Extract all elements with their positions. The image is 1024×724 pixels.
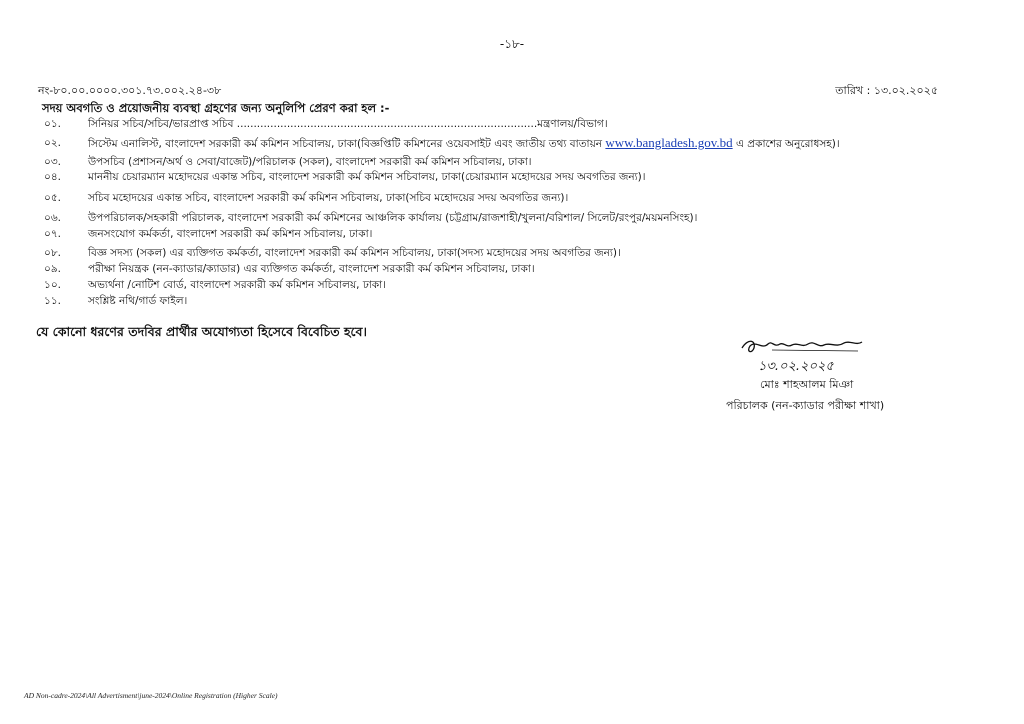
item-text: সচিব মহোদয়ের একান্ত সচিব, বাংলাদেশ সরকারী কর্ম কমিশন সচিবালয়, ঢাকা(সচিব মহোদয়ের সদয় অবগতির জন্য)। [88,192,569,204]
item-text: উপসচিব (প্রশাসন/অর্থ ও সেবা/বাজেট)/পরিচালক (সকল), বাংলাদেশ সরকারী কর্ম কমিশন সচিবালয়, ঢাকা। [88,156,532,168]
item-text: সিনিয়র সচিব/সচিব/ভারপ্রাপ্ত সচিব ..........................................................................................মন্ত্রণালয়/বিভাগ। [88,118,608,130]
item-number: ০৭. [44,228,61,240]
item-number: ০৯. [44,263,61,275]
list-item [44,294,944,310]
item-number: ১১. [44,295,61,307]
footer-file-path: AD Non-cadre-2024\All Advertisment\june-2024\Online Registration (Higher Scale) [24,691,278,700]
signer-title: পরিচালক (নন-ক্যাডার পরীক্ষা শাখা) [726,399,885,412]
item-number: ০৪. [44,171,61,183]
list-item [44,155,944,170]
memo-number: নং-৮০.০০.০০০০.৩০১.৭৩.০০২.২৪-৩৮ [38,84,222,97]
signature-block [720,334,920,380]
distribution-list [44,117,944,310]
item-text-after: এ প্রকাশের অনুরোধসহ)। [732,138,840,150]
item-text: উপপরিচালক/সহকারী পরিচালক, বাংলাদেশ সরকারী কর্ম কমিশনের আঞ্চলিক কার্যালয় (চট্টগ্রাম/রাজশাহী/খুলনা/বরিশাল/ সিলেট/রংপুর/ময়মনসিংহ)। [88,212,698,224]
page-number: -১৮- [499,37,525,51]
portal-link[interactable]: www.bangladesh.gov.bd [605,135,733,150]
item-number: ০১. [44,118,61,130]
distribution-intro: সদয় অবগতি ও প্রয়োজনীয় ব্যবস্থা গ্রহণের জন্য অনুলিপি প্রেরণ করা হল :- [42,101,390,115]
item-number: ০২. [44,137,61,149]
item-number: ০৮. [44,247,61,259]
item-text: অভ্যর্থনা /নোটিশ বোর্ড, বাংলাদেশ সরকারী কর্ম কমিশন সচিবালয়, ঢাকা। [88,279,386,291]
handwritten-signature [738,334,868,380]
list-item [44,278,944,294]
list-item [44,227,944,246]
signer-name: মোঃ শাহআলম মিঞা [760,378,854,391]
item-text: মাননীয় চেয়ারম্যান মহোদয়ের একান্ত সচিব, বাংলাদেশ সরকারী কর্ম কমিশন সচিবালয়, ঢাকা(চেয়ারম্যান মহোদয়ের সদয় অবগতির জন্য)। [88,171,646,183]
list-item [44,134,944,155]
item-number: ০৫. [44,192,61,204]
item-text: সিস্টেম এনালিস্ট, বাংলাদেশ সরকারী কর্ম কমিশন সচিবালয়, ঢাকা(বিজ্ঞপ্তিটি কমিশনের ওয়েবসাইট এবং জাতীয় তথ্য বাতায়ন [88,138,606,150]
item-number: ১০. [44,279,61,291]
item-number: ০৩. [44,156,61,168]
list-item [44,170,944,191]
list-item [44,191,944,211]
item-text: জনসংযোগ কর্মকর্তা, বাংলাদেশ সরকারী কর্ম কমিশন সচিবালয়, ঢাকা। [88,228,373,240]
memo-date: তারিখ : ১৩.০২.২০২৫ [835,84,938,97]
list-item [44,246,944,262]
list-item [44,262,944,278]
item-text: সংশ্লিষ্ট নথি/গার্ড ফাইল। [88,295,188,307]
item-number: ০৬. [44,212,61,224]
signature-date: ১৩.০২.২০২৫ [758,359,834,374]
item-text: পরীক্ষা নিয়ন্ত্রক (নন-ক্যাডার/ক্যাডার) এর ব্যক্তিগত কর্মকর্তা, বাংলাদেশ সরকারী কর্ম কমিশন সচিবালয়, ঢাকা। [88,263,535,275]
item-text: বিজ্ঞ সদস্য (সকল) এর ব্যক্তিগত কর্মকর্তা, বাংলাদেশ সরকারী কর্ম কমিশন সচিবালয়, ঢাকা(সদস্য মহোদয়ের সদয় অবগতির জন্য)। [88,247,621,259]
list-item [44,117,944,134]
lobbying-warning: যে কোনো ধরণের তদবির প্রার্থীর অযোগ্যতা হিসেবে বিবেচিত হবে। [36,324,367,339]
list-item [44,211,944,227]
